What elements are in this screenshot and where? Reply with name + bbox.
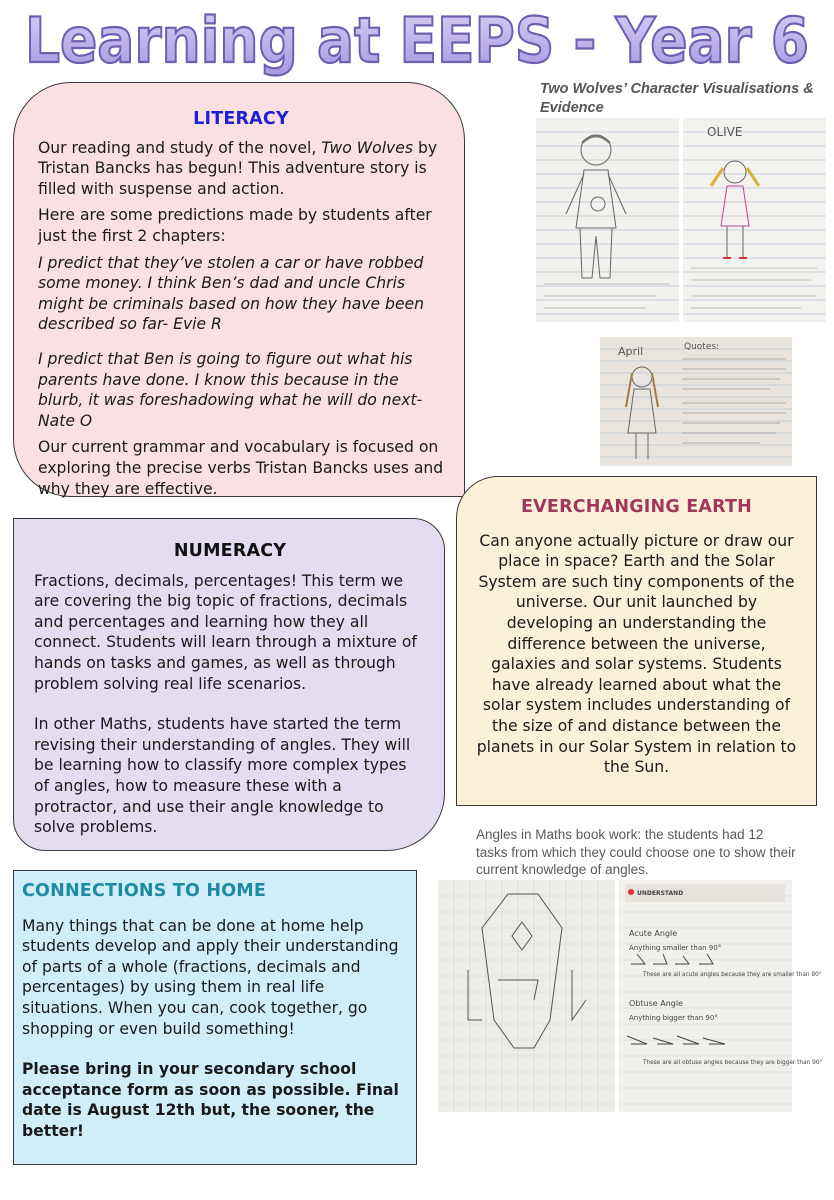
wolves-caption: Two Wolves’ Character Visualisations & Evidence: [540, 81, 814, 116]
earth-heading: EVERCHANGING EARTH: [521, 497, 752, 517]
obtuse-angle-definition: Anything bigger than 90°: [629, 1014, 718, 1022]
character-sketch-photo-3: [600, 337, 792, 466]
literacy-heading: LITERACY: [193, 109, 289, 129]
numeracy-angles-text: In other Maths, students have started the term revising their understanding of angles. They will be learning how to classify more complex types of angles, how to measure these with a protractor, and use their angle knowledge to solve problems.: [34, 715, 411, 837]
predictions-intro: Here are some predictions made by students after just the first 2 chapters:: [38, 206, 432, 245]
angle-notes-drawing: [619, 880, 823, 1112]
obtuse-angle-note: These are all obtuse angles because they are bigger than 90°: [643, 1060, 823, 1066]
obtuse-angle-title: Obtuse Angle: [629, 999, 683, 1008]
prediction-quote-nate: I predict that Ben is going to figure out what his parents have done. I know this because in the blurb, it was foreshadowing what he will do next- Nate O: [38, 349, 423, 430]
home-heading: CONNECTIONS TO HOME: [22, 881, 267, 901]
earth-body: Can anyone actually picture or draw our place in space? Earth and the Solar System are such tiny components of the universe. Our unit launched by developing an understanding the difference between the universe, galaxies and solar systems. Students have already learned about what the solar system includes understanding of the size of and distance between the planets in our Solar System in relation to the Sun.: [476, 531, 797, 777]
character-sketch-photo-1: [536, 118, 679, 322]
home-body: Many things that can be done at home help students develop and apply their understanding of parts of a whole (fractions, decimals and percentages) by using them in real life situations. When you can, cook together, go shopping or even build something!: [22, 916, 399, 1038]
acceptance-form-notice: Please bring in your secondary school acceptance form as soon as possible. Final date is August 12th but, the sooner, the better!: [22, 1060, 399, 1140]
grammar-text: Our current grammar and vocabulary is focused on exploring the precise verbs Tristan Bancks uses and why they are effective.: [38, 438, 444, 498]
april-name-label: April: [618, 345, 644, 358]
literacy-intro-start: Our reading and study of the novel,: [38, 138, 322, 157]
literacy-intro-end: by Tristan Bancks has begun! This adventure story is filled with suspense and action.: [38, 138, 438, 198]
numeracy-heading: NUMERACY: [173, 541, 287, 561]
everchanging-earth-panel: [456, 476, 817, 806]
angles-work-photo-1: [438, 880, 615, 1112]
understand-label: UNDERSTAND: [637, 890, 684, 897]
geometry-drawing: [438, 880, 615, 1112]
april-sketch-drawing: [600, 337, 792, 466]
page-title: [0, 4, 834, 76]
numeracy-panel: [13, 518, 445, 851]
boy-sketch-drawing: [536, 118, 679, 322]
prediction-quote-evie: I predict that they’ve stolen a car or have robbed some money. I think Ben’s dad and uncle Chris might be criminals based on how they have been described so far- Evie R: [38, 253, 425, 334]
olive-name-label: OLIVE: [707, 125, 743, 139]
page-title-text: Learning at EEPS - Year 6: [25, 4, 809, 77]
character-sketch-photo-2: [683, 118, 826, 322]
olive-sketch-drawing: [683, 118, 826, 322]
literacy-panel: [13, 82, 465, 497]
connections-to-home-panel: [13, 870, 417, 1165]
acute-angle-title: Acute Angle: [629, 929, 678, 938]
numeracy-fractions-text: Fractions, decimals, percentages! This term we are covering the big topic of fractions, decimals and percentages and learning how they all connect. Students will learn through a mixture of hands on tasks and games, as well as through problem solving real life scenarios.: [34, 571, 417, 693]
page-title-graphic: [0, 4, 834, 76]
acute-angle-note: These are all acute angles because they are smaller than 90°: [643, 972, 822, 978]
angles-work-photo-2: [619, 880, 823, 1112]
acute-angle-definition: Anything smaller than 90°: [629, 944, 722, 952]
april-quotes-heading: Quotes:: [684, 342, 720, 352]
book-title: Two Wolves: [321, 138, 413, 157]
literacy-intro: [38, 138, 444, 200]
angles-caption: Angles in Maths book work: the students had 12 tasks from which they could choose one to show their current knowledge of angles.: [476, 827, 796, 877]
